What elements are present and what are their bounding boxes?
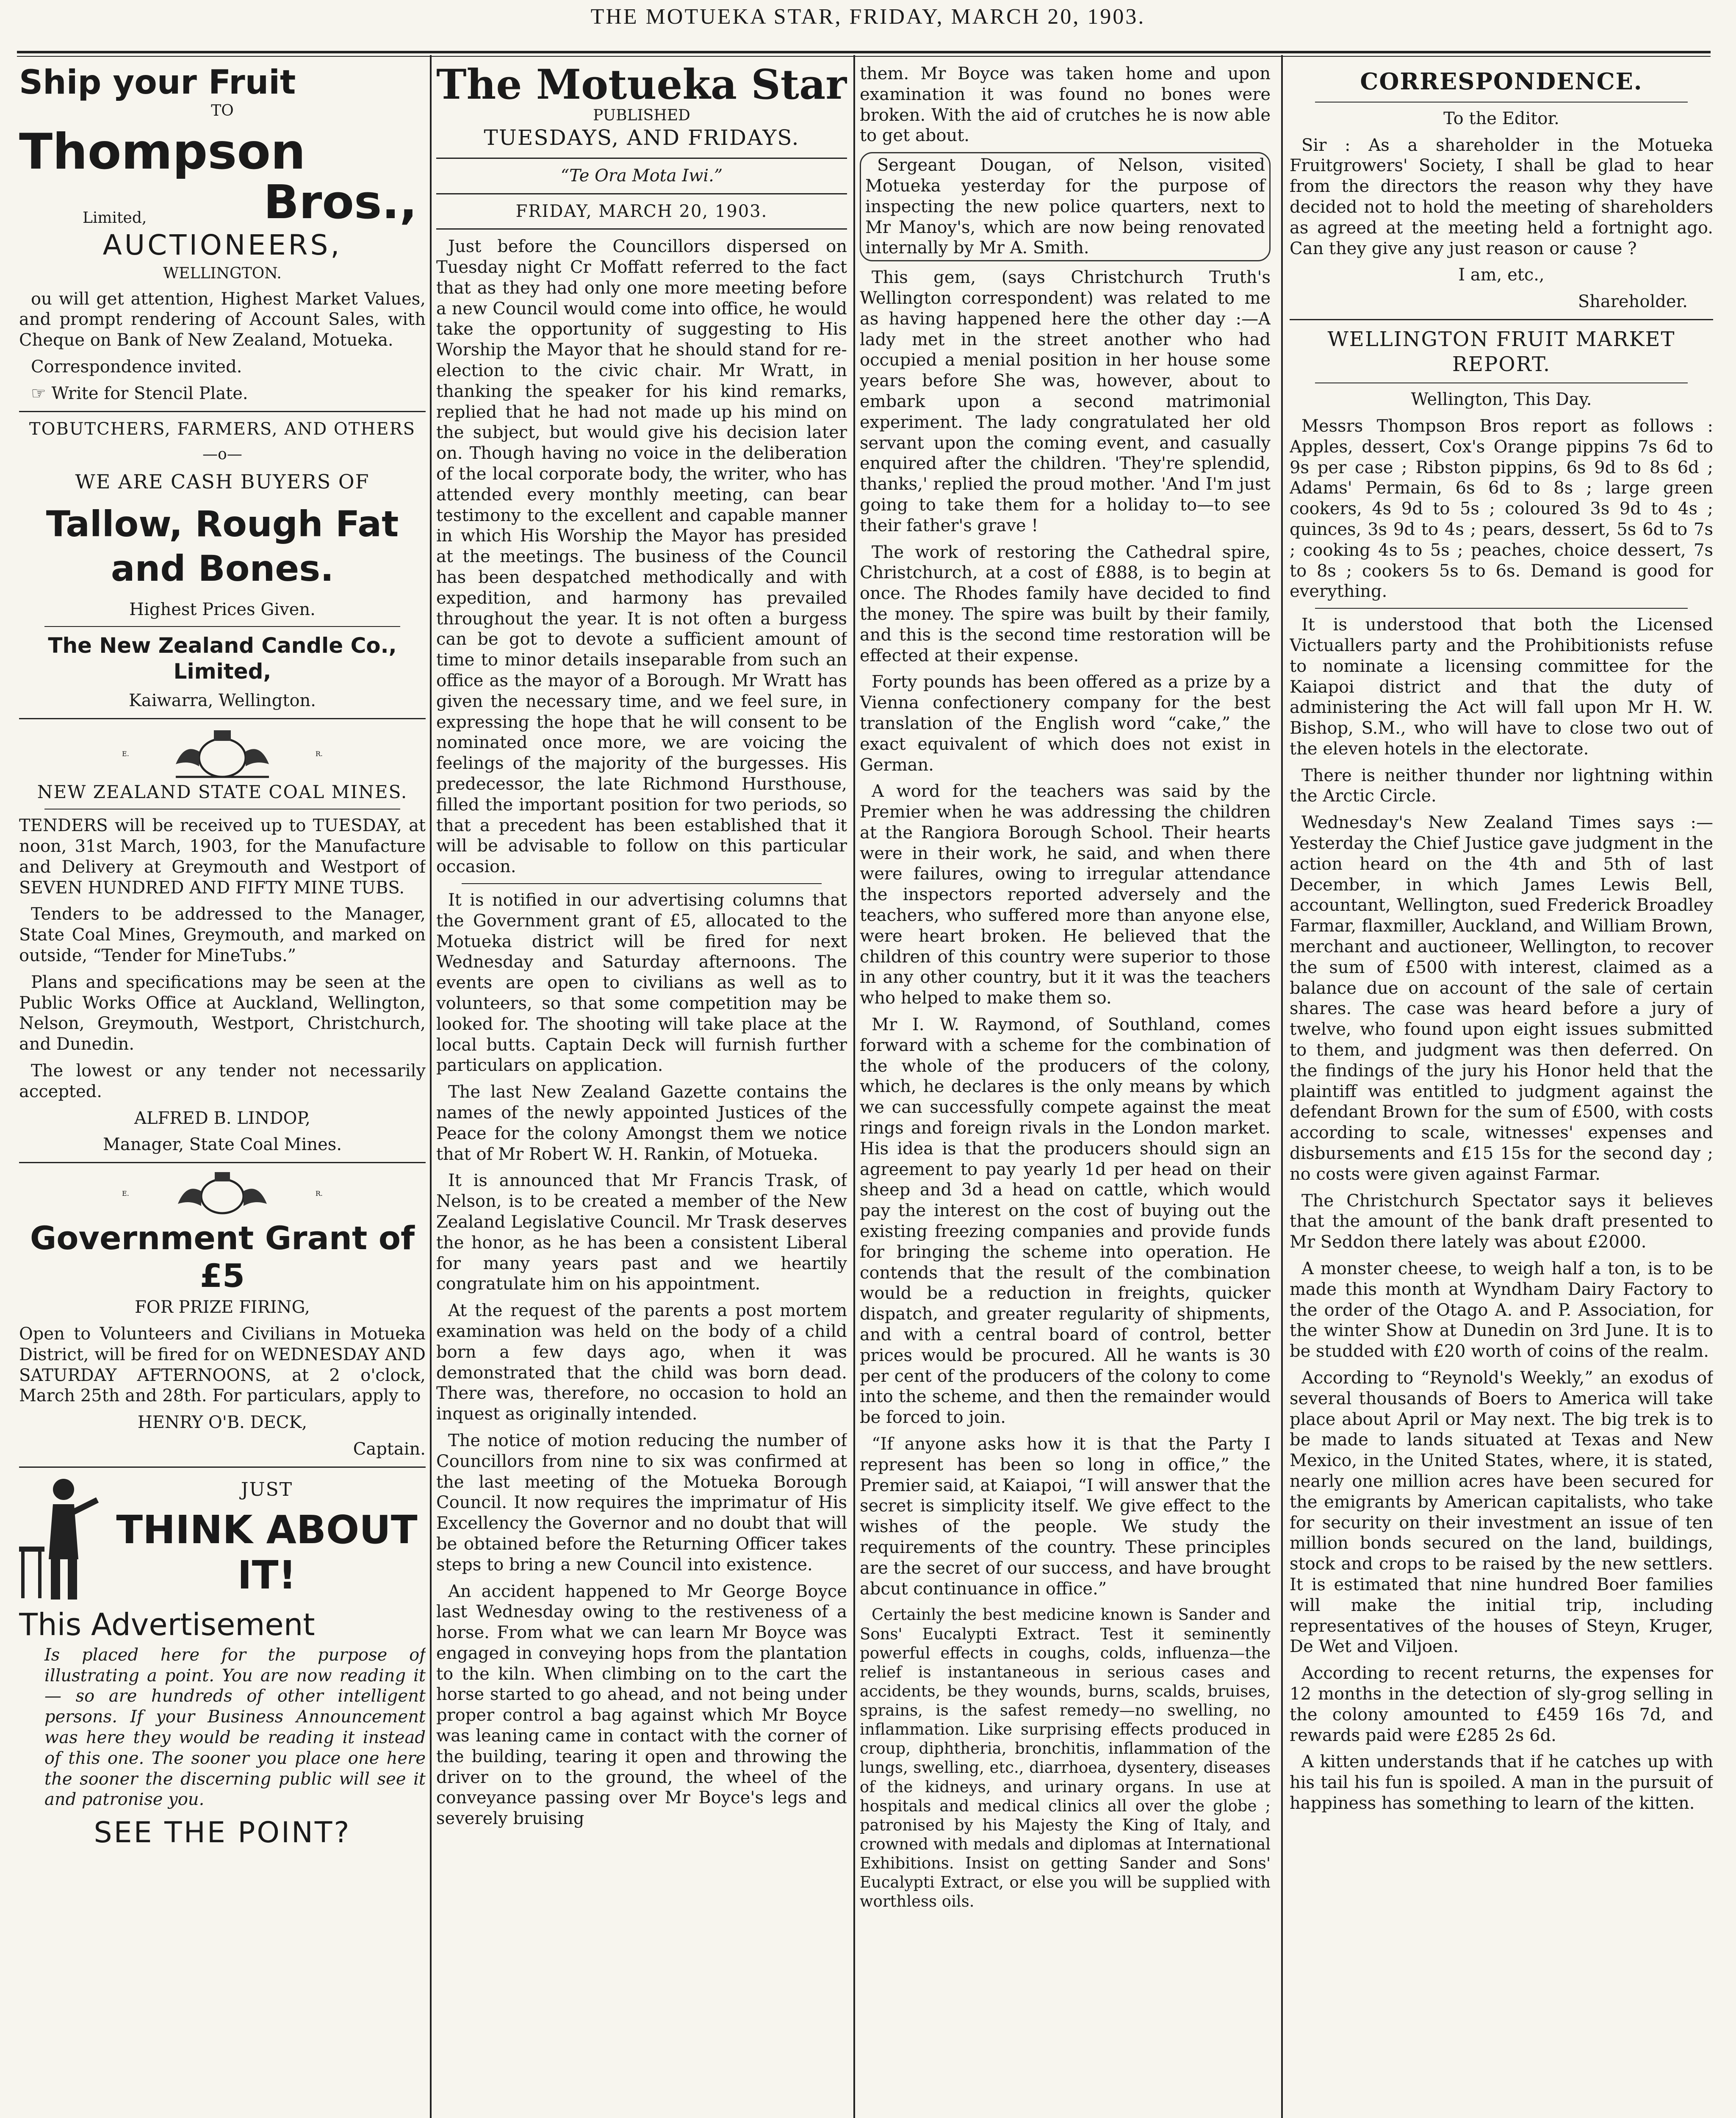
divider [1290,319,1713,320]
article-boyce-continued: them. Mr Boyce was taken home and upon examination it was found no bones were broken. With the aid of crutches he is now able to get about. [860,64,1271,146]
article-post-mortem: At the request of the parents a post mortem examination was held on the body of a child born a few days ago, when it was demonstrated that the child was born dead. There was, therefore, no occasion to hold an inquest as originally intended. [436,1301,847,1424]
ad-just: JUST [241,1478,293,1500]
fruit-market-heading: WELLINGTON FRUIT MARKET REPORT. [1327,327,1675,376]
fruit-market-report: Messrs Thompson Bros report as follows : Apples, dessert, Cox's Orange pippins 7s 6d to 9s per case ; Ribston pippins, 6s 9d to 8s 6d ; Adams' Permain, 6s 6d to 8s ; large green cookers, 4s 9d to 5s ; coloured 3s 9d to 4s ; quinces, 3s 9d to 4s ; pears, dessert, 5s 6d to 7s ; cooking 4s to 5s ; peaches, choice dessert, 7s to 8s ; cookers 5s to 6s. Demand is good for everything. [1290,416,1713,602]
article-councillors: The notice of motion reducing the number of Councillors from nine to six was confirmed at the last meeting of the Motueka Borough Council. It now requires the imprimatur of His Excellency the Governor and no doubt that will be obtained before the Returning Officer takes steps to bring a new Council into existence. [436,1430,847,1575]
divider [436,158,847,159]
ad-coal-mines-heading: NEW ZEALAND STATE COAL MINES. [37,782,408,803]
ad-coal-title: Manager, State Coal Mines. [102,1135,342,1155]
crest-letter-r: R. [315,749,323,758]
ad-this-body: Is placed here for the purpose of illustrating a point. You are now reading it — so are hundreds of other intelligent persons. If your Business Announcement was here they would be reading it instead of this one. The sooner you place one here the sooner the discerning public will see it and patronise you. [44,1645,426,1810]
royal-crest-row [19,726,426,781]
article-licensing: It is understood that both the Licensed Victuallers party and the Prohibitionists refuse to nominate a licensing committee for the Kaiapoi district and that the duty of administering the Act will fall upon Mr H. W. Bishop, S.M., who will have to close two out of the eleven hotels in the electorate. [1290,615,1713,759]
article-vienna-cake: Forty pounds has been offered as a prize by a Vienna confectionery company for the best translation of the English word “cake,” the exact equivalent of which does not exist in German. [860,672,1271,775]
letter-body: Sir : As a shareholder in the Motueka Fruitgrowers' Society, I shall be glad to hear from the directors the reason why they have decided not to hold the meeting of shareholders as agreed at the meeting held a fortnight ago. Can they give any just reason or cause ? [1290,135,1713,258]
column-advertisements [19,64,426,2118]
ad-coal-p2: Tenders to be addressed to the Manager, State Coal Mines, Greymouth, and marked on outside, “Tender for MineTubs.” [19,904,426,966]
ad-grant-body: Open to Volunteers and Civilians in Motueka District, will be fired for on WEDNESDAY AND SATURDAY AFTERNOONS, at 2 o'clock, March 25th and 28th. For particulars, apply to [19,1324,426,1406]
article-raymond: Mr I. W. Raymond, of Southland, comes forward with a scheme for the combination of the whole of the producers of the colony, which, he declares is the only means by which we can successfully compete against the meat rings and foreign rivals in the London market. His idea is that the producers should sign an agreement to pay yearly 1d per head on their sheep and 3d a head on cattle, which would pay the interest on the cost of buying out the existing freezing companies and provide funds for bringing the scheme into operation. He contends that the result of the combination would be a reduction in freights, quicker dispatch, and greater regularity of shipments, and with a central board of control, better prices would be procured. All he wants is 30 per cent of the producers of the colony to come into the scheme, and then the remainder would be forced to join. [860,1015,1271,1428]
ad-see-the-point: SEE THE POINT? [94,1816,351,1850]
divider [1315,102,1688,103]
letter-closing: I am, etc., [1458,265,1545,285]
ad-limited: Limited, [83,209,147,227]
paper-title: The Motueka Star [436,64,847,108]
masthead-rule [17,51,1711,53]
divider [19,1162,426,1163]
ad-butchers-heading: TOBUTCHERS, FARMERS, AND OTHERS [29,419,416,439]
ad-ornament: —o— [202,446,242,463]
crest-letter-r: R. [315,1189,323,1198]
ad-this-advertisement: This Advertisement [19,1606,315,1642]
ad-grant-sub: FOR PRIZE FIRING, [135,1297,310,1317]
article-teachers: A word for the teachers was said by the Premier when he was addressing the children at the Rangiora Borough School. Their hearts were in their work, he said, and when there were failures, owing to irregular attendance the inspectors reported adversely and the teachers, who suffered more than anyone else, were heart broken. He believed that the children of this country were superior to those in any other country, but it it was the teachers who helped to make them so. [860,782,1271,1008]
masthead: THE MOTUEKA STAR, FRIDAY, MARCH 20, 1903. [590,5,1146,29]
ad-think-about-it: THINK ABOUT IT! [116,1507,418,1598]
ad-stencil: Write for Stencil Plate. [51,383,248,403]
divider [19,718,426,719]
ad-bros: Bros., [263,175,417,229]
ad-eucalypti: Certainly the best medicine known is Sander and Sons' Eucalypti Extract. Test it seminently powerful effects in coughs, colds, influenza—the relief is instantaneous in serious cases and accidents, be they wounds, burns, scalds, bruises, sprains, is the safest remedy—no swelling, no inflammation. Like surprising effects produced in croup, diphtheria, bronchitis, inflammation of the lungs, swelling, etc., diarrhoea, dysentery, diseases of the kidneys, and urinary organs. In use at hospitals and medical clinics all over the globe ; patronised by his Majesty the King of Italy, and crowned with medals and diplomas at International Exhibitions. Insist on getting Sander and Sons' Eucalypti Extract, or else you will be supplied with worthless oils. [860,1605,1271,1911]
ad-coal-p3: Plans and specifications may be seen at the Public Works Office at Auckland, Wellington, Nelson, Greymouth, Westport, Christchurch, and Dunedin. [19,972,426,1054]
divider [462,883,822,884]
crest-letter-e: E. [122,1189,129,1198]
ad-thompson: Thompson [19,123,306,180]
divider [19,1467,426,1468]
article-cheese: A monster cheese, to weigh half a ton, is to be made this month at Wyndham Dairy Factory to the order of the Otago A. and P. Association, for the winter Show at Dunedin on 3rd June. It is to be studded with £20 worth of coins of the realm. [1290,1259,1713,1361]
royal-crest-icon [167,1170,277,1217]
article-premier: “If anyone asks how it is that the Party I represent has been so long in office,” the Premier said, at Kaiapoi, “I will answer that the secret is simplicity itself. We give effect to the wishes of the people. We study the requirements of the country. These principles are the secret of our success, and have brought abcut continuance in office.” [860,1434,1271,1599]
royal-crest-row-2 [19,1170,426,1217]
article-boyce-accident: An accident happened to Mr George Boyce last Wednesday owing to the restiveness of a horse. From what we can learn Mr Boyce was engaged in conveying hops from the plantation to the kiln. When climbing on to the cart the horse started to go ahead, and not being under proper control a bag against which Mr Boyce was leaning came in contact with the corner of the building, tearing it open and throwing the driver on to the ground, the wheel of the conveyance passing over Mr Boyce's legs and severely bruising [436,1581,847,1829]
column-news [860,64,1271,2118]
ad-coal-signature: ALFRED B. LINDOP, [134,1108,310,1128]
publication-days: TUESDAYS, AND FRIDAYS. [484,125,800,150]
ad-city: WELLINGTON. [163,264,282,282]
ad-stencil-line [19,383,426,404]
article-kitten: A kitten understands that if he catches up with his tail his fun is spoiled. A man in the pursuit of happiness has something to learn of the kitten. [1290,1752,1713,1813]
column-correspondence [1290,64,1713,2118]
ad-ship-fruit-heading: Ship your Fruit [19,64,296,102]
to-the-editor: To the Editor. [1443,108,1559,128]
column-rule-3 [1281,55,1283,2118]
article-mayor: Just before the Councillors dispersed on Tuesday night Cr Moffatt referred to the fact that as they had only one more meeting before a new Council would come into office, he would take the opportunity of suggesting to His Worship the Mayor that he should stand for re-election to the civic chair. Mr Wratt, in thanking the speaker for his kind remarks, replied that he had not made up his mind on the subject, but would give his decision later on. Though having no voice in the deliberation of the local corporate body, the writer, who has attended every monthly meeting, can bear testimony to the excellent and capable manner in which His Worship the Mayor has presided at the meetings. The business of the Council has been despatched methodically and with expedition, and harmony has prevailed throughout the year. It is not often a burgess can be got to devote a sufficient amount of time to minor details inseparable from such an office as the mayor of a Borough. Mr Wratt has given the necessary time, and we feel sure, in expressing the hope that he will consent to be nominated once more, we are voicing the feelings of the majority of the burgesses. His predecessor, the late Richmond Hursthouse, filled the important position for two periods, so that a precedent has been established that it will be advisable to follow on this particular occasion. [436,237,847,877]
masthead-rule-thin [17,56,1711,57]
letter-signature: Shareholder. [1578,292,1688,312]
ad-correspondence: Correspondence invited. [31,357,242,377]
article-cathedral-spire: The work of restoring the Cathedral spire, Christchurch, at a cost of £888, is to begin at once. The Rhodes family have decided to find the money. The spire was built by their family, and this is the second time restoration will be effected at their expense. [860,542,1271,665]
column-rule-1 [430,55,432,2118]
article-christchurch-truth: This gem, (says Christchurch Truth's Wellington correspondent) was related to me as having happened here the other day :—A lady met in the street another who had occupied a menial position in her house some years before She was, however, about to embark upon a second matrimonial experiment. The lady congratulated her old servant upon the coming event, and casually enquired after the children. 'They're splendid, thanks,' replied the proud mother. 'And I'm just going to take them for a holiday to—to see their father's grave ! [860,268,1271,535]
ad-tallow: Tallow, Rough Fat and Bones. [46,503,399,590]
divider [1315,608,1688,609]
pointing-hand-icon: ☞ [31,383,52,403]
crest-letter-e: E. [122,749,129,758]
article-arctic: There is neither thunder nor lightning within the Arctic Circle. [1290,765,1713,806]
royal-crest-icon [167,726,277,781]
ad-candle-place: Kaiwarra, Wellington. [128,691,316,711]
ad-think-row [19,1475,426,1602]
editorial-date: FRIDAY, MARCH 20, 1903. [515,201,768,221]
ad-to: TO [211,102,234,119]
ad-grant-title: Captain. [353,1439,426,1459]
column-rule-2 [853,55,855,2118]
paper-motto: “Te Ora Mota Iwi.” [560,166,723,186]
ad-government-grant: Government Grant of £5 [30,1219,415,1295]
divider [19,411,426,412]
ad-coal-tenders: TENDERS will be received up to TUESDAY, at noon, 31st March, 1903, for the Manufacture and Delivery at Greymouth and Westport of SEVEN HUNDRED AND FIFTY MINE TUBS. [19,816,426,898]
article-gazette: The last New Zealand Gazette contains the names of the newly appointed Justices of the Peace for the colony Amongst them we notice that of Mr Robert W. H. Rankin, of Motueka. [436,1082,847,1164]
published-label: PUBLISHED [593,106,690,124]
ad-coal-p4: The lowest or any tender not necessarily accepted. [19,1061,426,1101]
fruit-market-date: Wellington, This Day. [1411,390,1592,410]
ad-cash-buyers: WE ARE CASH BUYERS OF [75,470,370,493]
man-pointing-icon [19,1475,100,1602]
ad-grant-signature: HENRY O'B. DECK, [137,1413,307,1433]
correspondence-heading: CORRESPONDENCE. [1360,68,1643,95]
divider [436,193,847,194]
column-editorial [436,64,847,2118]
article-trask: It is announced that Mr Francis Trask, of Nelson, is to be created a member of the New Zealand Legislative Council. Mr Trask deserves the honor, as he has been a consistent Liberal for many years past and we heartily congratulate him on his appointment. [436,1171,847,1294]
ad-auctioneers: AUCTIONEERS, [102,229,342,262]
divider [44,626,400,627]
ad-highest-prices: Highest Prices Given. [129,600,316,620]
article-nz-times: Wednesday's New Zealand Times says :—Yesterday the Chief Justice gave judgment in the action heard on the 4th and 5th of last December, in which James Lewis Bell, accountant, Wellington, sued Frederick Broadley Farmar, flaxmiller, Auckland, and William Brown, merchant and auctioneer, Wellington, to recover the sum of £500 with interest, claimed as a balance due on account of the sale of certain shares. The case was heard before a jury of twelve, who found upon eight issues submitted to them, and judgment was then deferred. On the findings of the jury his Honor held that the plaintiff was entitled to judgment against the defendant Brown for the sum of £500, with costs according to scale, witnesses' expenses and disbursements and £15 15s for the second day ; no costs were given against Farmar. [1290,813,1713,1184]
ad-candle-company: The New Zealand Candle Co., Limited, [48,633,397,684]
ad-thompson-body: ou will get attention, Highest Market Values, and prompt rendering of Account Sales, with Cheque on Bank of New Zealand, Motueka. [19,289,426,350]
article-boers: According to “Reynold's Weekly,” an exodus of several thousands of Boers to America will take place about April or May next. The big trek is to be made to lands situated at Texas and New Mexico, in the United States, where, it is stated, nearly one million acres have been secured for the emigrants by American capitalists, who take for security on their investment an issue of ten million bonds secured on the land, buildings, stock and crops to be raised by the new settlers. It is estimated that nine hundred Boer families will make the initial trip, including representatives of the houses of Steyn, Kruger, De Wet and Viljoen. [1290,1368,1713,1657]
article-sly-grog: According to recent returns, the expenses for 12 months in the detection of sly-grog selling in the colony amounted to £459 16s 7d, and rewards paid were £285 2s 6d. [1290,1663,1713,1745]
article-sergeant-dougan: Sergeant Dougan, of Nelson, visited Motueka yesterday for the purpose of inspecting the new police quarters, next to Mr Manoy's, which are now being renovated internally by Mr A. Smith. [860,152,1271,261]
article-spectator: The Christchurch Spectator says it believes that the amount of the bank draft presented to Mr Seddon there lately was about £2000. [1290,1191,1713,1252]
article-government-grant: It is notified in our advertising columns that the Government grant of £5, allocated to the Motueka district will be fired for next Wednesday and Saturday afternoons. The events are open to civilians as well as to volunteers, so that some competition may be looked for. The shooting will take place at the local butts. Captain Deck will furnish further particulars on application. [436,890,847,1076]
divider [436,228,847,230]
